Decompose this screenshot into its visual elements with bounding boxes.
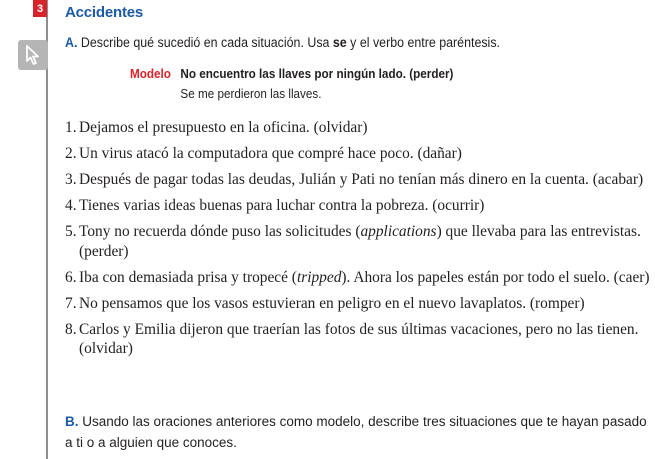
instruction-text-bold: se xyxy=(332,35,347,50)
part-a-instruction xyxy=(65,35,500,50)
model-answer: Se me perdieron las llaves. xyxy=(180,86,322,101)
part-b-letter: B. xyxy=(65,414,79,429)
exercise-number: 5. xyxy=(65,223,77,240)
exercise-text: Carlos y Emilia dijeron que traerían las fotos de sus últimas vacaciones, pero no las tienen. (olvidar) xyxy=(79,320,639,357)
exercise-gloss: tripped xyxy=(296,268,342,286)
instruction-text-pre: Describe qué sucedió en cada situación. Usa xyxy=(80,35,333,50)
exercise-text: Un virus atacó la computadora que compré hace poco. (dañar) xyxy=(79,145,462,162)
exercise-number: 2. xyxy=(65,145,77,162)
exercise-text-cont: ). Ahora los papeles están por todo el suelo. (caer) xyxy=(341,268,650,286)
exercise-text: Tienes varias ideas buenas para luchar contra la pobreza. (ocurrir) xyxy=(79,197,485,214)
exercise-text: Después de pagar todas las deudas, Julián y Pati no tenían más dinero en la cuenta. (acabar) xyxy=(79,171,644,188)
exercise-item xyxy=(65,268,650,288)
exercise-item xyxy=(65,196,650,216)
exercise-number: 4. xyxy=(65,197,77,214)
exercise-number: 1. xyxy=(65,119,77,136)
section-title: Accidentes xyxy=(65,4,144,21)
exercise-text: No pensamos que los vasos estuvieran en peligro en el nuevo lavaplatos. (romper) xyxy=(79,294,585,312)
part-b-instruction xyxy=(65,411,650,453)
exercise-text: Iba con demasiada prisa y tropecé ( xyxy=(79,268,297,286)
part-b-text: Usando las oraciones anteriores como modelo, describe tres situaciones que te hayan pasado a ti o a alguien que conoces. xyxy=(65,414,647,450)
exercise-number: 7. xyxy=(65,294,77,312)
instruction-text-post: y el verbo entre paréntesis. xyxy=(346,35,500,50)
exercise-number: 8. xyxy=(65,320,77,338)
model-question: No encuentro las llaves por ningún lado. (perder) xyxy=(180,66,454,81)
exercise-text-cont: ) que llevaba para las entrevistas. (perder) xyxy=(79,223,641,260)
exercise-item xyxy=(65,222,650,261)
section-number-badge: 3 xyxy=(33,0,47,17)
exercise-number: 6. xyxy=(65,268,77,286)
exercise-item xyxy=(65,118,650,138)
exercise-item xyxy=(65,144,650,164)
exercise-item xyxy=(65,320,650,359)
model-label: Modelo xyxy=(130,66,171,81)
part-a-letter: A. xyxy=(65,35,78,50)
cursor-icon xyxy=(18,40,48,70)
exercise-text: Dejamos el presupuesto en la oficina. (olvidar) xyxy=(79,119,368,136)
model-example xyxy=(130,66,454,101)
exercise-number: 3. xyxy=(65,171,77,188)
exercise-list xyxy=(65,118,650,365)
exercise-text: Tony no recuerda dónde puso las solicitudes ( xyxy=(79,223,361,240)
exercise-item xyxy=(65,170,650,190)
exercise-item xyxy=(65,294,650,314)
exercise-gloss: applications xyxy=(360,223,437,240)
